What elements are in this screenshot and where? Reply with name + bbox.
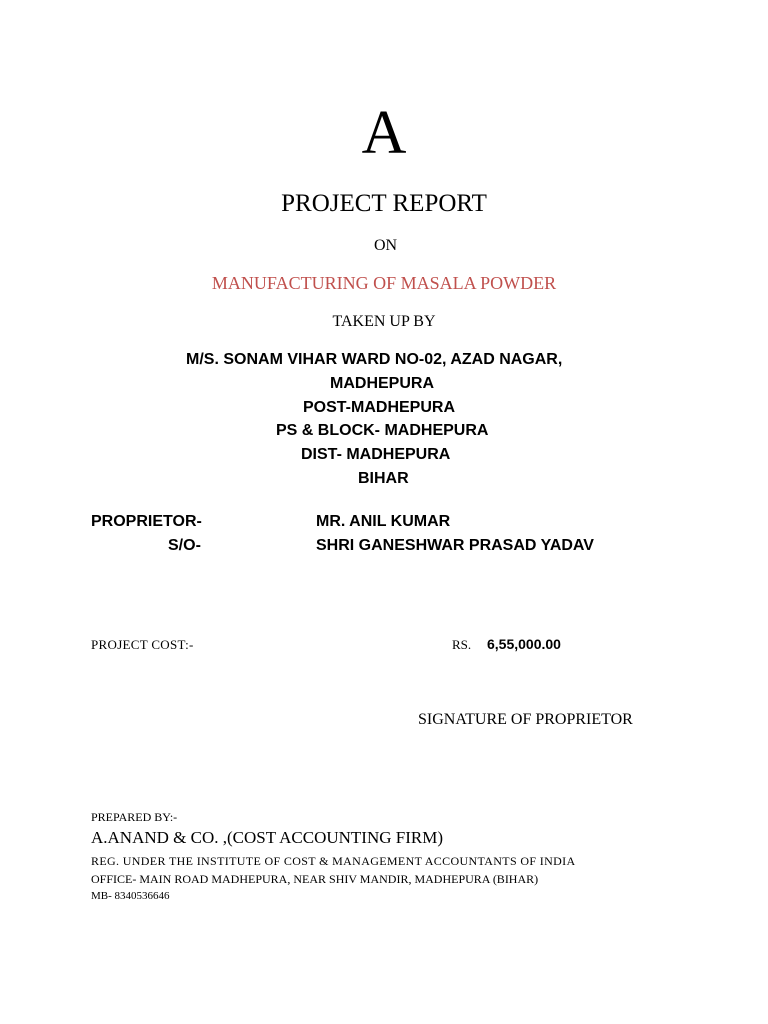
proprietor-label: PROPRIETOR- xyxy=(91,513,202,530)
address-line: POST-MADHEPURA xyxy=(303,399,456,416)
taken-up-by-label: TAKEN UP BY xyxy=(332,313,436,330)
currency-label: RS. xyxy=(452,637,472,652)
address-line: PS & BLOCK- MADHEPURA xyxy=(276,422,489,439)
report-title: PROJECT REPORT xyxy=(281,190,487,217)
proprietor-name: MR. ANIL KUMAR xyxy=(316,513,451,530)
on-label: ON xyxy=(374,237,398,254)
report-letter: A xyxy=(361,99,407,167)
address-line: M/S. SONAM VIHAR WARD NO-02, AZAD NAGAR, xyxy=(186,351,563,368)
signature-label: SIGNATURE OF PROPRIETOR xyxy=(418,711,633,728)
registration-line: REG. UNDER THE INSTITUTE OF COST & MANAGEMENT ACCOUNTANTS OF INDIA xyxy=(91,854,576,868)
mobile-number: MB- 8340536646 xyxy=(91,890,170,902)
son-of-name: SHRI GANESHWAR PRASAD YADAV xyxy=(316,537,594,554)
firm-name: A.ANAND & CO. ,(COST ACCOUNTING FIRM) xyxy=(91,828,443,847)
office-address: OFFICE- MAIN ROAD MADHEPURA, NEAR SHIV MANDIR, MADHEPURA (BIHAR) xyxy=(91,872,539,886)
address-line: MADHEPURA xyxy=(330,375,434,392)
report-subject: MANUFACTURING OF MASALA POWDER xyxy=(211,273,557,293)
address-line: BIHAR xyxy=(358,470,409,487)
son-of-label: S/O- xyxy=(168,537,201,554)
project-cost-label: PROJECT COST:- xyxy=(91,637,194,652)
prepared-by-label: PREPARED BY:- xyxy=(91,810,178,824)
address-line: DIST- MADHEPURA xyxy=(301,446,451,463)
project-cost-value: 6,55,000.00 xyxy=(487,636,561,652)
